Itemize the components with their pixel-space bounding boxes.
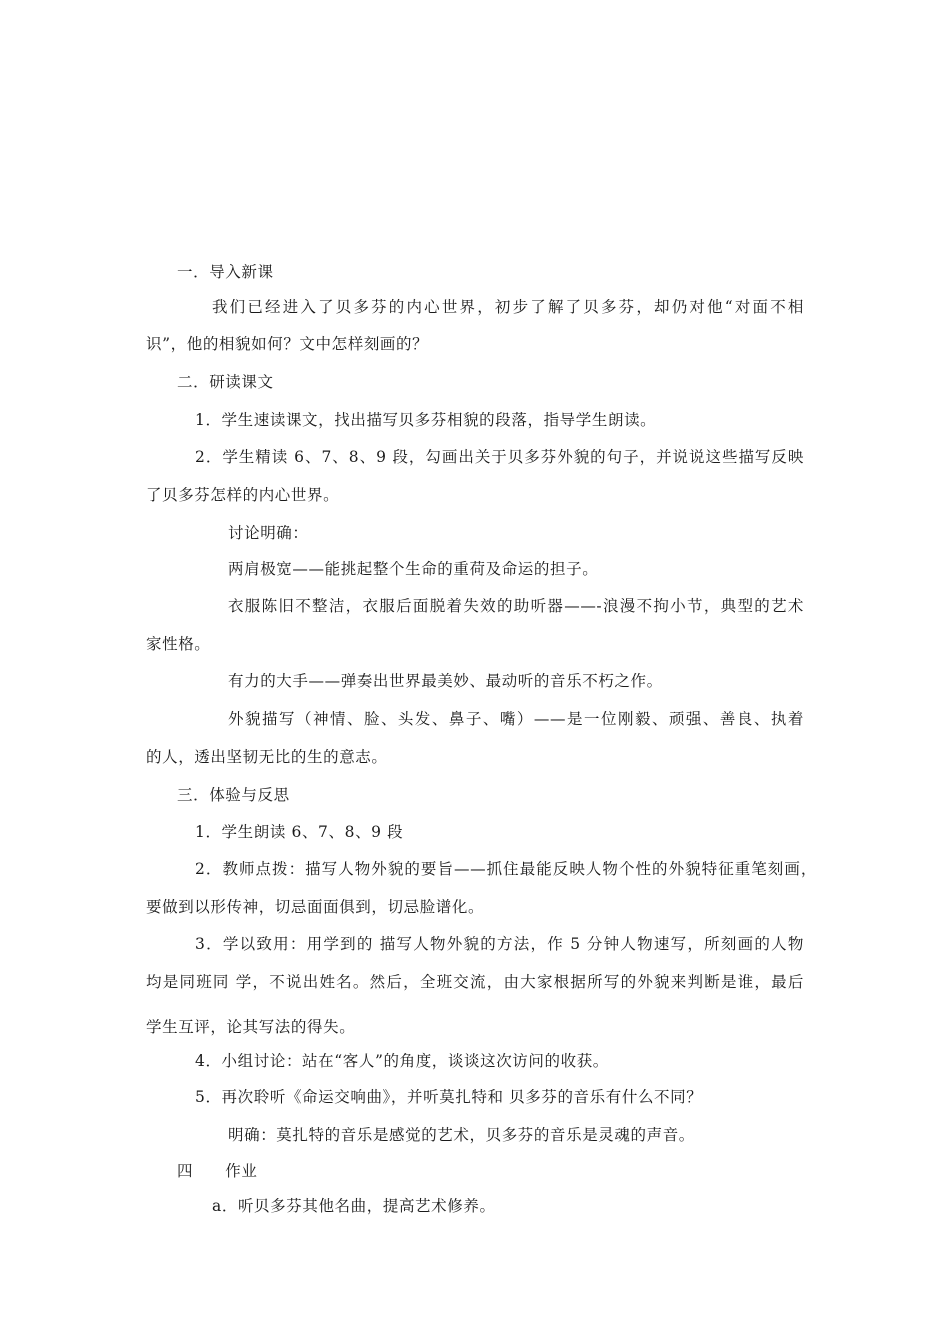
list-item-continuation: 均是同班同 学，不说出姓名。然后，全班交流，由大家根据所写的外貌来判断是谁，最后 [146,973,804,991]
paragraph-line: 我们已经进入了贝多芬的内心世界，初步了解了贝多芬，却仍对他“对面不相 [212,298,804,316]
discussion-point: 有力的大手——弹奏出世界最美妙、最动听的音乐不朽之作。 [228,672,663,690]
list-item-continuation: 要做到以形传神，切忌面面俱到，切忌脸谱化。 [146,898,485,916]
discussion-label: 讨论明确： [228,524,309,542]
discussion-point: 外貌描写（神情、脸、头发、鼻子、嘴）——是一位刚毅、顽强、善良、执着 [228,710,804,728]
discussion-point-continuation: 家性格。 [146,635,211,653]
list-item: a．听贝多芬其他名曲，提高艺术修养。 [212,1197,496,1215]
paragraph-line: 识”，他的相貌如何？文中怎样刻画的？ [146,335,429,353]
section-heading-2: 二．研读课文 [177,373,274,391]
discussion-point: 两肩极宽——能挑起整个生命的重荷及命运的担子。 [228,560,599,578]
list-item: 4．小组讨论：站在“客人”的角度，谈谈这次访问的收获。 [195,1052,609,1070]
list-item: 5．再次聆听《命运交响曲》，并听莫扎特和 贝多芬的音乐有什么不同？ [195,1088,703,1106]
discussion-point: 衣服陈旧不整洁，衣服后面脱着失效的助听器——-浪漫不拘小节，典型的艺术 [228,597,804,615]
discussion-point-continuation: 的人，透出坚韧无比的生的意志。 [146,748,388,766]
answer-text: 明确：莫扎特的音乐是感觉的艺术，贝多芬的音乐是灵魂的声音。 [228,1126,695,1144]
list-item: 1．学生朗读 6、7、8、9 段 [195,823,404,841]
list-item-continuation: 了贝多芬怎样的内心世界。 [146,486,340,504]
list-item: 2．学生精读 6、7、8、9 段，勾画出关于贝多芬外貌的句子，并说说这些描写反映 [195,448,804,466]
list-item: 2．教师点拨：描写人物外貌的要旨——抓住最能反映人物个性的外貌特征重笔刻画， [195,860,817,878]
list-item: 1．学生速读课文，找出描写贝多芬相貌的段落，指导学生朗读。 [195,411,657,429]
list-item: 3．学以致用：用学到的 描写人物外貌的方法，作 5 分钟人物速写，所刻画的人物 [195,935,804,953]
list-item-continuation: 学生互评，论其写法的得失。 [146,1018,356,1036]
section-heading-3: 三．体验与反思 [177,786,290,804]
section-heading-1: 一．导入新课 [177,263,274,281]
section-heading-4: 四 作业 [177,1162,258,1180]
